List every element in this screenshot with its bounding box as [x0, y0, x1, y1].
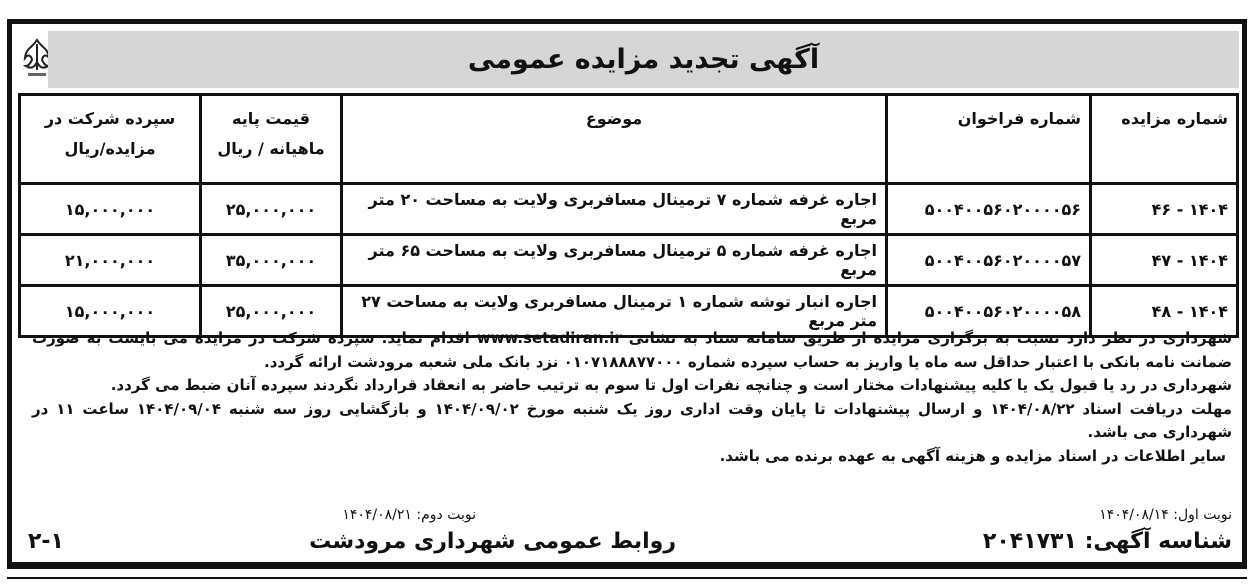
ad-code: ۲-۱ [28, 529, 64, 554]
header-auction-no: شماره مزایده [1091, 95, 1238, 184]
paragraph-deadlines: مهلت دریافت اسناد ۱۴۰۴/۰۸/۲۲ و ارسال پیشنهادات تا پایان وقت اداری روز یک شنبه مورخ ۱۴۰۴/۰۹/۰۲ و بازگشایی روز سه شنبه ۱۴۰۴/۰۹/۰۴ ساعت ۱۱ در شهرداری می باشد. [32, 399, 1233, 441]
paragraph-rights: شهرداری در رد یا قبول یک یا کلیه پیشنهادات مختار است و چنانچه نفرات اول تا سوم به ترتیب حاضر به انعقاد قرارداد نگردند سپرده آنان ضبط می گردد. [110, 376, 1232, 394]
call-no: ۵۰۰۴۰۰۵۶۰۲۰۰۰۰۵۶ [887, 184, 1091, 235]
base-price: ۳۵,۰۰۰,۰۰۰ [201, 235, 342, 286]
header-base-price: قیمت پایه ماهیانه / ریال [201, 95, 342, 184]
paragraph-other-info: سایر اطلاعات در اسناد مزایده و هزینه آگهی به عهده برنده می باشد. [719, 446, 1226, 465]
table-header-row [20, 95, 1238, 184]
call-no: ۵۰۰۴۰۰۵۶۰۲۰۰۰۰۵۷ [887, 235, 1091, 286]
advertisement-frame [7, 19, 1247, 569]
subject: اجاره غرفه شماره ۵ ترمینال مسافربری ولایت به مساحت ۶۵ متر مربع [342, 235, 887, 286]
subject: اجاره غرفه شماره ۷ ترمینال مسافربری ولایت به مساحت ۲۰ متر مربع [342, 184, 887, 235]
subject: اجاره انبار توشه شماره ۱ ترمینال مسافربری ولایت به مساحت ۲۷ متر مربع [342, 286, 887, 337]
second-run-date: نوبت دوم: ۱۴۰۴/۰۸/۲۱ [342, 507, 476, 523]
header-subject: موضوع [342, 95, 887, 184]
auction-table [18, 93, 1239, 338]
header-deposit: سپرده شرکت در مزایده/ریال [20, 95, 201, 184]
header-call-no: شماره فراخوان [887, 95, 1091, 184]
table-row [20, 235, 1238, 286]
first-run-date: نوبت اول: ۱۴۰۴/۰۸/۱۴ [1099, 507, 1232, 523]
call-no: ۵۰۰۴۰۰۵۶۰۲۰۰۰۰۵۸ [887, 286, 1091, 337]
deposit: ۱۵,۰۰۰,۰۰۰ [20, 286, 201, 337]
title-bar [48, 31, 1239, 88]
base-price: ۲۵,۰۰۰,۰۰۰ [201, 184, 342, 235]
page-title: آگهی تجدید مزایده عمومی [467, 44, 820, 75]
auction-no: ۱۴۰۴ - ۴۷ [1091, 235, 1238, 286]
footer [18, 507, 1236, 559]
table-row [20, 184, 1238, 235]
base-price: ۲۵,۰۰۰,۰۰۰ [201, 286, 342, 337]
notice-body [32, 327, 1232, 468]
deposit: ۱۵,۰۰۰,۰۰۰ [20, 184, 201, 235]
publisher: روابط عمومی شهرداری مرودشت [309, 529, 676, 554]
auction-no: ۱۴۰۴ - ۴۶ [1091, 184, 1238, 235]
deposit: ۲۱,۰۰۰,۰۰۰ [20, 235, 201, 286]
auction-no: ۱۴۰۴ - ۴۸ [1091, 286, 1238, 337]
paragraph-submission: شهرداری در نظر دارد نسبت به برگزاری مزایده از طریق سامانه ستاد به نشانی www.setadiran.ir اقدام نماید. سپرده شرکت در مزایده می بایست به صورت ضمانت نامه بانکی با اعتبار حداقل سه ماه یا واریز به حساب سپرده شماره ۰۱۰۷۱۸۸۸۷۷۰۰۰ نزد بانک ملی شعبه مرودشت ارائه گردد. [32, 329, 1232, 371]
ad-id: شناسه آگهی: ۲۰۴۱۷۳۱ [982, 529, 1232, 554]
bottom-divider [7, 577, 1247, 579]
